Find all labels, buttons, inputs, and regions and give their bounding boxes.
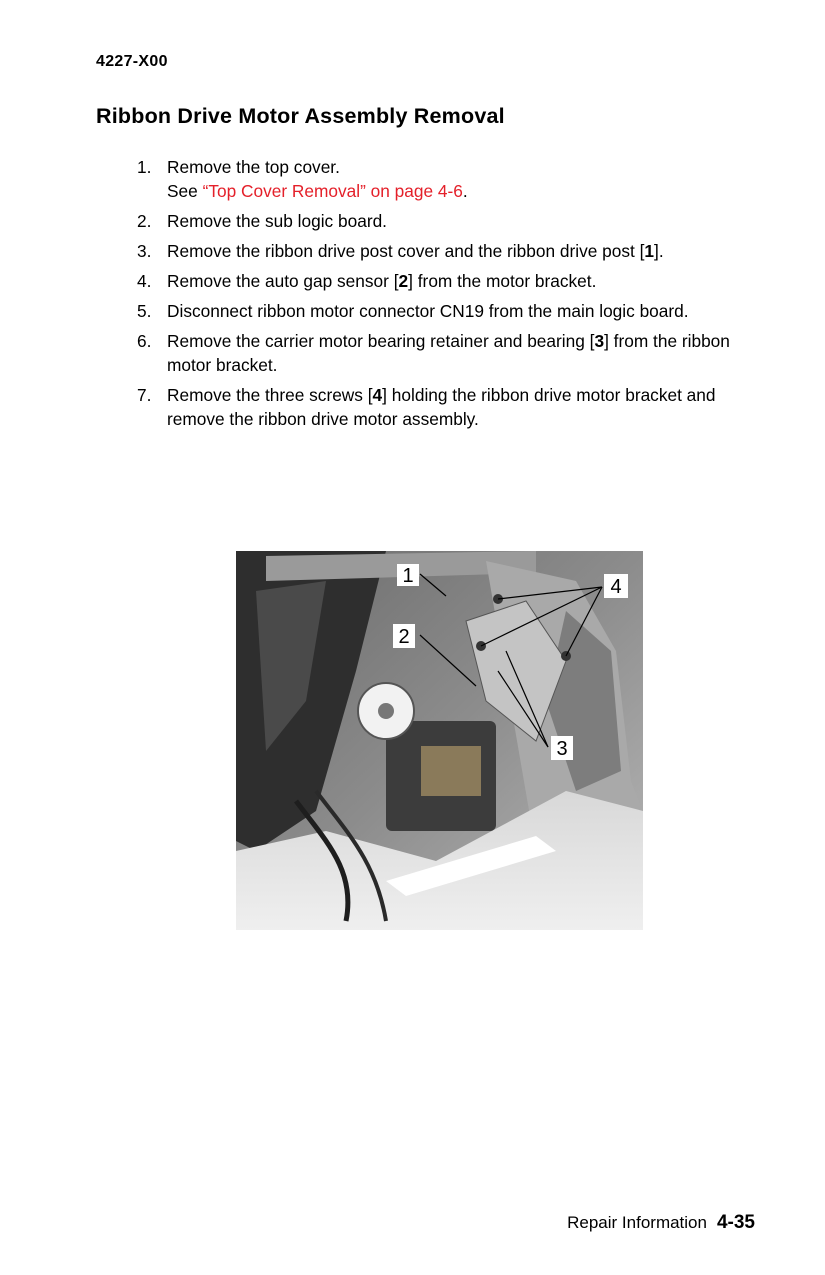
- step-text-end: ] holding the ribbon drive motor bracket and remove the ribbon drive motor assembly.: [167, 385, 716, 429]
- step-text: Remove the carrier motor bearing retainer and bearing [: [167, 331, 595, 351]
- callout-ref: 3: [594, 331, 605, 351]
- step-item: [137, 383, 762, 431]
- page-footer: [567, 1212, 755, 1234]
- ribbon-drive-motor-photo: [236, 551, 643, 930]
- step-item: [137, 269, 762, 293]
- callout-label: 2: [398, 626, 410, 648]
- section-title: Ribbon Drive Motor Assembly Removal: [96, 104, 505, 128]
- step-item: [137, 239, 762, 263]
- cross-reference-link[interactable]: “Top Cover Removal” on page 4-6: [202, 181, 463, 201]
- step-text-end: ] from the ribbon motor bracket.: [167, 331, 730, 375]
- document-model-number: 4227-X00: [96, 53, 168, 70]
- step-text: Remove the top cover.: [167, 157, 340, 177]
- callout-label: 4: [610, 576, 622, 598]
- step-number: 7.: [137, 385, 152, 405]
- callout-ref: 2: [398, 271, 409, 291]
- callout-label: 3: [556, 738, 568, 760]
- step-number: 3.: [137, 241, 152, 261]
- step-number: 2.: [137, 211, 152, 231]
- callout-ref: 1: [644, 241, 655, 261]
- step-text-end: ].: [654, 241, 664, 261]
- page-number: 4-35: [716, 1212, 755, 1233]
- callout-label: 1: [402, 565, 414, 587]
- see-prefix: See: [167, 181, 203, 201]
- removal-steps-list: [137, 155, 762, 437]
- step-item: [137, 209, 762, 233]
- step-number: 4.: [137, 271, 152, 291]
- step-item: [137, 329, 762, 377]
- step-item: [137, 155, 762, 203]
- callout-ref: 4: [372, 385, 383, 405]
- step-text: Remove the three screws [: [167, 385, 373, 405]
- step-number: 6.: [137, 331, 152, 351]
- see-suffix: .: [462, 181, 468, 201]
- step-text: Remove the ribbon drive post cover and the ribbon drive post [: [167, 241, 645, 261]
- step-item: [137, 299, 762, 323]
- footer-section: Repair Information: [567, 1213, 707, 1232]
- step-text-end: ] from the motor bracket.: [408, 271, 597, 291]
- step-text: Remove the sub logic board.: [167, 211, 387, 231]
- step-number: 1.: [137, 157, 152, 177]
- step-text: Disconnect ribbon motor connector CN19 from the main logic board.: [167, 301, 689, 321]
- step-number: 5.: [137, 301, 152, 321]
- step-text: Remove the auto gap sensor [: [167, 271, 399, 291]
